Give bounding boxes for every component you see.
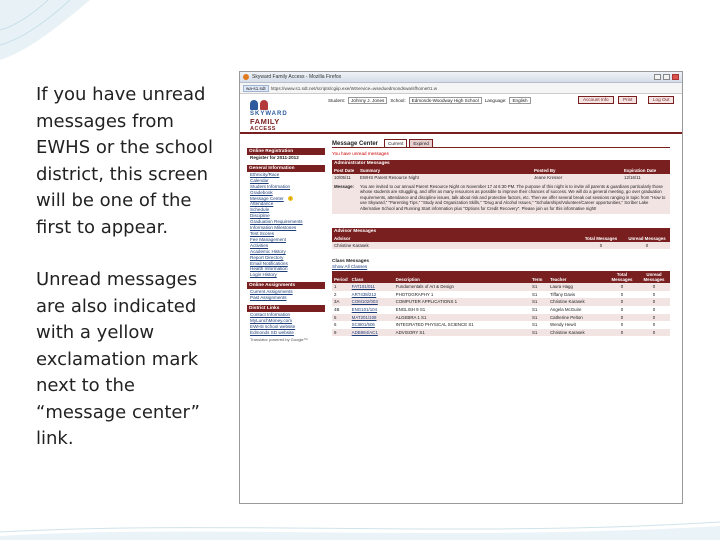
sidebar-item-ethnicity[interactable]: Ethnicity/Race <box>250 171 280 177</box>
sidebar-item-information-milestones[interactable]: Information Milestones <box>250 225 297 231</box>
column-header: Description <box>394 271 530 283</box>
advisor-messages-header: Advisor Messages <box>332 228 670 235</box>
class-messages-table <box>332 271 670 336</box>
table-row[interactable]: 1 FAT101/011 Fundamentals of Art & Design S1 Laura Hagg 0 0 <box>332 283 670 291</box>
page-title: Message Center <box>332 141 379 147</box>
message-text: You are invited to our annual Parent Resource Night on November 17 at 6:30 PM. The purpose of this night is to invite all parents & guardians particularly those whose students are struggling, and offer as many resources as possible to improve their chances of success. We will do a general meeting, go over graduation requirements, attendance and discipline issues, talk about risk and protective factors, etc. Then we offer several break out sessions ranging in topic from "How to use Skyward," "Parenting Tips," "Study and Organization Skills," "Drug and Alcohol Issues," "Scholarships/Volunteer/Career opportunities," Scriber Lake Alternative School and Running Start information plus "Options for Credit Recovery". Please join us for this informative night! <box>358 182 670 214</box>
header-selectors <box>328 97 531 104</box>
unread-alert-icon: ! <box>289 195 291 201</box>
sidebar-item-academic-history[interactable]: Academic History <box>250 248 286 254</box>
register-link[interactable]: Register for 2011-2012 <box>250 155 299 160</box>
maximize-icon[interactable] <box>663 74 670 80</box>
sidebar-item-edmonds-sd-website[interactable]: Edmonds SD website <box>250 329 294 335</box>
language-label: Language: <box>484 98 507 103</box>
close-icon[interactable] <box>672 74 679 80</box>
language-select[interactable]: English <box>509 97 530 104</box>
column-header: Class <box>350 271 394 283</box>
student-label: Student: <box>328 98 346 103</box>
sidebar-item-health-information[interactable]: Health Information <box>250 266 288 272</box>
table-row[interactable]: 4B ENG101/104 ENGLISH 9 S1 S1 Angela McGuire 0 0 <box>334 306 656 312</box>
sidebar-item-login-history[interactable]: Login History <box>250 272 277 278</box>
corner-decoration <box>0 0 110 70</box>
sidebar-item-message-center[interactable]: Message Center ! <box>250 195 291 201</box>
browser-screenshot <box>239 71 683 504</box>
window-title: Skyward Family Access - Mozilla Firefox <box>252 74 342 80</box>
column-header: Post Date <box>332 167 358 174</box>
message-center-tabs <box>332 136 670 148</box>
address-bar[interactable] <box>240 83 682 94</box>
general-information-header: General Information <box>247 165 325 172</box>
skyward-logo: SKYWARD FAMILY ACCESS <box>250 100 308 132</box>
translate-note: Translator powered by Google™ <box>250 336 308 342</box>
show-all-classes-link[interactable]: Show All Classes <box>332 264 368 270</box>
sidebar-item-fee-management[interactable]: Fee Management <box>250 236 287 242</box>
school-label: School: <box>390 98 406 103</box>
sidebar-item-student-information[interactable]: Student Information <box>250 183 291 189</box>
slide-paragraph-1: If you have unread messages from EWHS or the school district, this screen will be one of the first to appear. <box>36 84 213 238</box>
browser-titlebar <box>240 72 682 83</box>
table-row[interactable]: 3A COM102/003 COMPUTER APPLICATIONS 1 S1 Christine Karasek 0 0 <box>332 298 670 306</box>
unread-notice: You have unread messages <box>332 151 389 156</box>
table-row[interactable]: 10/05/11 EWHS Parent Resource Night Jeane Kresser 12/16/11 <box>332 174 670 182</box>
table-row[interactable]: 6 SCI801/506 INTEGRATED PHYSICAL SCIENCE S1 S1 Wendy Hewit 0 0 <box>334 322 656 328</box>
sidebar-item-ewhs-website[interactable]: EWHS school website <box>250 323 296 329</box>
url-text[interactable]: https://www.s1.sdt.net/scripts/cgiip.exe/WService=wseduedmondswa/sfhome01.w <box>270 85 438 91</box>
administrator-message-body <box>332 182 670 214</box>
sidebar-item-report-directory[interactable]: Report Directory <box>250 254 284 260</box>
column-header: Posted By <box>532 167 622 174</box>
app-header <box>240 94 682 134</box>
column-header: Unread Messages <box>638 271 670 283</box>
table-row[interactable]: Christine Karasek 0 0 <box>332 242 670 250</box>
message-center-panel <box>332 136 670 336</box>
column-header: Total Messages <box>578 235 624 242</box>
column-header: Teacher <box>548 271 606 283</box>
column-header: Total Messages <box>606 271 638 283</box>
column-header: Term <box>530 271 548 283</box>
sidebar-item-contact-information[interactable]: Contact Information <box>250 312 291 318</box>
sidebar-item-activities[interactable]: Activities <box>250 242 269 248</box>
firefox-icon <box>243 74 249 80</box>
sidebar-item-mylunchmoney[interactable]: MyLunchMoney.com <box>250 317 293 323</box>
sidebar-item-email-notifications[interactable]: Email Notifications <box>250 260 288 266</box>
sidebar <box>247 144 325 343</box>
student-select[interactable]: Johnny J. Jones <box>348 97 387 104</box>
school-select[interactable]: Edmonds-Woodway High School <box>409 97 482 104</box>
online-assignments-header: Online Assignments <box>247 282 325 289</box>
sidebar-item-calendar[interactable]: Calendar <box>250 177 269 183</box>
print-button[interactable]: Print <box>618 96 637 104</box>
sidebar-item-gradebook[interactable]: Gradebook <box>250 189 273 195</box>
online-registration-header: Online Registration <box>247 148 325 155</box>
family-icon <box>250 100 308 110</box>
sidebar-item-current-assignments[interactable]: Current Assignments <box>250 289 293 295</box>
sidebar-item-attendance[interactable]: Attendance <box>250 201 274 207</box>
slide-text <box>36 82 226 479</box>
logout-button[interactable]: Log Out <box>648 96 674 104</box>
column-header: Expiration Date <box>622 167 670 174</box>
tab-expired[interactable]: Expired <box>409 139 433 147</box>
sidebar-item-test-scores[interactable]: Test Scores <box>250 230 274 236</box>
sidebar-item-graduation-requirements[interactable]: Graduation Requirements <box>250 219 303 225</box>
table-row[interactable]: 2 ART438/212 PHOTOGRAPHY 1 S1 Tiffany Davis 0 0 <box>334 291 656 297</box>
sidebar-item-past-assignments[interactable]: Past Assignments <box>250 295 287 301</box>
tab-current[interactable]: Current <box>384 139 407 147</box>
table-row[interactable]: 9 ADB994/AC1 ADVISORY S1 S1 Christine Karasek 0 0 <box>332 329 670 337</box>
account-info-button[interactable]: Account Info <box>578 96 614 104</box>
minimize-icon[interactable] <box>654 74 661 80</box>
sidebar-item-discipline[interactable]: Discipline <box>250 213 270 219</box>
column-header: Period <box>332 271 350 283</box>
administrator-messages-header: Administrator Messages <box>332 160 670 167</box>
column-header: Summary <box>358 167 532 174</box>
class-messages-header: Class Messages <box>332 259 370 265</box>
district-links-header: District Links <box>247 305 325 312</box>
message-label: Message: <box>332 182 358 214</box>
advisor-messages-table <box>332 235 670 250</box>
slide-paragraph-2: Unread messages are also indicated with a yellow exclamation mark next to the “message center” link. <box>36 269 200 449</box>
sidebar-item-schedule[interactable]: Schedule <box>250 207 270 213</box>
bottom-wave-decoration <box>0 516 720 540</box>
column-header: Advisor <box>332 235 578 242</box>
site-identity-badge[interactable]: wa-s1.sdt <box>243 85 269 92</box>
table-row[interactable]: 5 MAT201/108 ALGEBRA 1 S1 S1 Catherine Pelton 0 0 <box>332 314 670 322</box>
column-header: Unread Messages <box>624 235 670 242</box>
administrator-messages-table <box>332 167 670 182</box>
